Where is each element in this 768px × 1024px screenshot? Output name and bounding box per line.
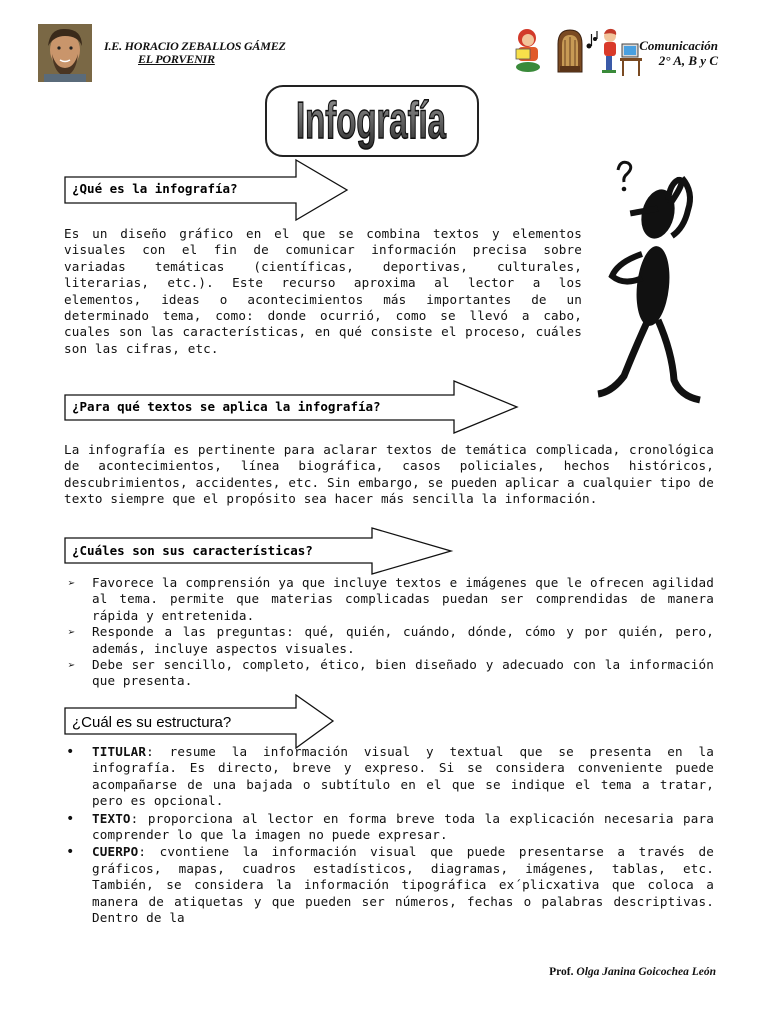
school-line-2: EL PORVENIR bbox=[138, 52, 215, 66]
school-name bbox=[104, 40, 286, 66]
term-description: resume la información visual y textual que se presenta en la infografía. Es directo, breve y expreso. Si se considera conveniente puede acompañarse de una bajada o subtítulo en el que se indique el tema a tratar, pero es opcional. bbox=[92, 744, 714, 809]
arrow-callout-1 bbox=[64, 158, 350, 222]
question-what-is: ¿Qué es la infografía? bbox=[72, 181, 238, 196]
list-item bbox=[64, 657, 714, 690]
term-separator: : bbox=[146, 744, 154, 759]
footer-author bbox=[549, 966, 716, 978]
thinking-stick-figure-icon bbox=[590, 158, 720, 408]
term-cuerpo: CUERPO bbox=[92, 844, 139, 860]
term-separator: : bbox=[138, 844, 147, 860]
list-item-text: Favorece la comprensión ya que incluye textos e imágenes que le ofrecen agilidad al tema. permite que materias complicadas puedan ser comprendidas de manera rápida y entretenida. bbox=[92, 575, 714, 623]
school-line-1: I.E. HORACIO ZEBALLOS GÁMEZ bbox=[104, 39, 286, 53]
list-item-text: Debe ser sencillo, completo, ético, bien diseñado y adecuado con la información que presenta. bbox=[92, 657, 714, 689]
list-item bbox=[64, 624, 714, 657]
term-description: proporciona al lector en forma breve toda la explicación necesaria para comprender lo que la imagen no puede expresar. bbox=[92, 810, 714, 843]
characteristics-list bbox=[64, 575, 714, 690]
page-title-text: Infografía bbox=[296, 91, 447, 150]
question-which-texts: ¿Para qué textos se aplica la infografía? bbox=[72, 399, 381, 414]
list-item bbox=[64, 811, 714, 844]
bullet-icon: • bbox=[66, 810, 75, 827]
paragraph-definition: Es un diseño gráfico en el que se combina textos y elementos visuales con el fin de comunicar información precisa sobre variadas temáticas (científicas, deportivas, culturales, literarias, etc.). Este recurso aproxima al lector a los elementos, ideas o acontecimientos más importantes de un determinado tema, como: donde ocurrió, como se llevó a cabo, cuales son las características, en qué consiste el proceso, cuáles son las cifras, etc. bbox=[64, 226, 582, 356]
teacher-portrait bbox=[38, 24, 92, 82]
term-separator: : bbox=[130, 810, 139, 826]
list-item-text: Responde a las preguntas: qué, quién, cuándo, dónde, cómo y por quién, pero, además, incluye aspectos visuales. bbox=[92, 624, 714, 656]
term-titular: TITULAR bbox=[92, 744, 147, 759]
term-texto: TEXTO bbox=[92, 810, 131, 826]
course-info bbox=[639, 38, 718, 68]
structure-list bbox=[64, 744, 714, 927]
author-name: Olga Janina Goicochea León bbox=[576, 966, 716, 978]
term-description: cvontiene la información visual que puede presentarse a través de gráficos, mapas, cuadros estadísticos, diagramas, imágenes, tablas, etc. También, se considera la información tipográfica ex´plicxativa que coloca a manera de atiquetas y que pueden ser números, fechas o palabras descriptivas. Dentro de la bbox=[92, 844, 714, 926]
question-characteristics: ¿Cuáles son sus características? bbox=[72, 543, 313, 558]
course-name: Comunicación bbox=[639, 38, 718, 53]
music-notes-icon bbox=[585, 30, 599, 52]
list-item bbox=[64, 844, 714, 926]
list-item bbox=[64, 744, 714, 810]
list-item bbox=[64, 575, 714, 624]
author-prefix: Prof. bbox=[549, 966, 574, 978]
child-reading-icon bbox=[512, 27, 544, 73]
arrow-callout-4 bbox=[64, 694, 336, 750]
paragraph-applications: La infografía es pertinente para aclarar textos de temática complicada, cronológica de acontecimientos, línea biográfica, casos policiales, hechos históricos, descubrimientos, accidentes, etc. Sin embargo, se pueden aplicar a cualquier tipo de texto siempre que el propósito sea hacer más sencilla la información. bbox=[64, 442, 714, 507]
old-radio-icon bbox=[555, 28, 585, 74]
arrow-callout-3 bbox=[64, 527, 454, 575]
arrow-bullet-icon: ➢ bbox=[68, 658, 76, 673]
course-grade: 2° A, B y C bbox=[658, 53, 718, 68]
arrow-bullet-icon: ➢ bbox=[68, 625, 76, 640]
child-at-computer-icon bbox=[598, 28, 644, 78]
page-title bbox=[265, 85, 479, 157]
arrow-callout-2 bbox=[64, 380, 520, 434]
bullet-icon: • bbox=[66, 744, 75, 760]
question-structure: ¿Cuál es su estructura? bbox=[72, 714, 232, 731]
arrow-bullet-icon: ➢ bbox=[68, 576, 76, 590]
bullet-icon: • bbox=[66, 844, 75, 861]
